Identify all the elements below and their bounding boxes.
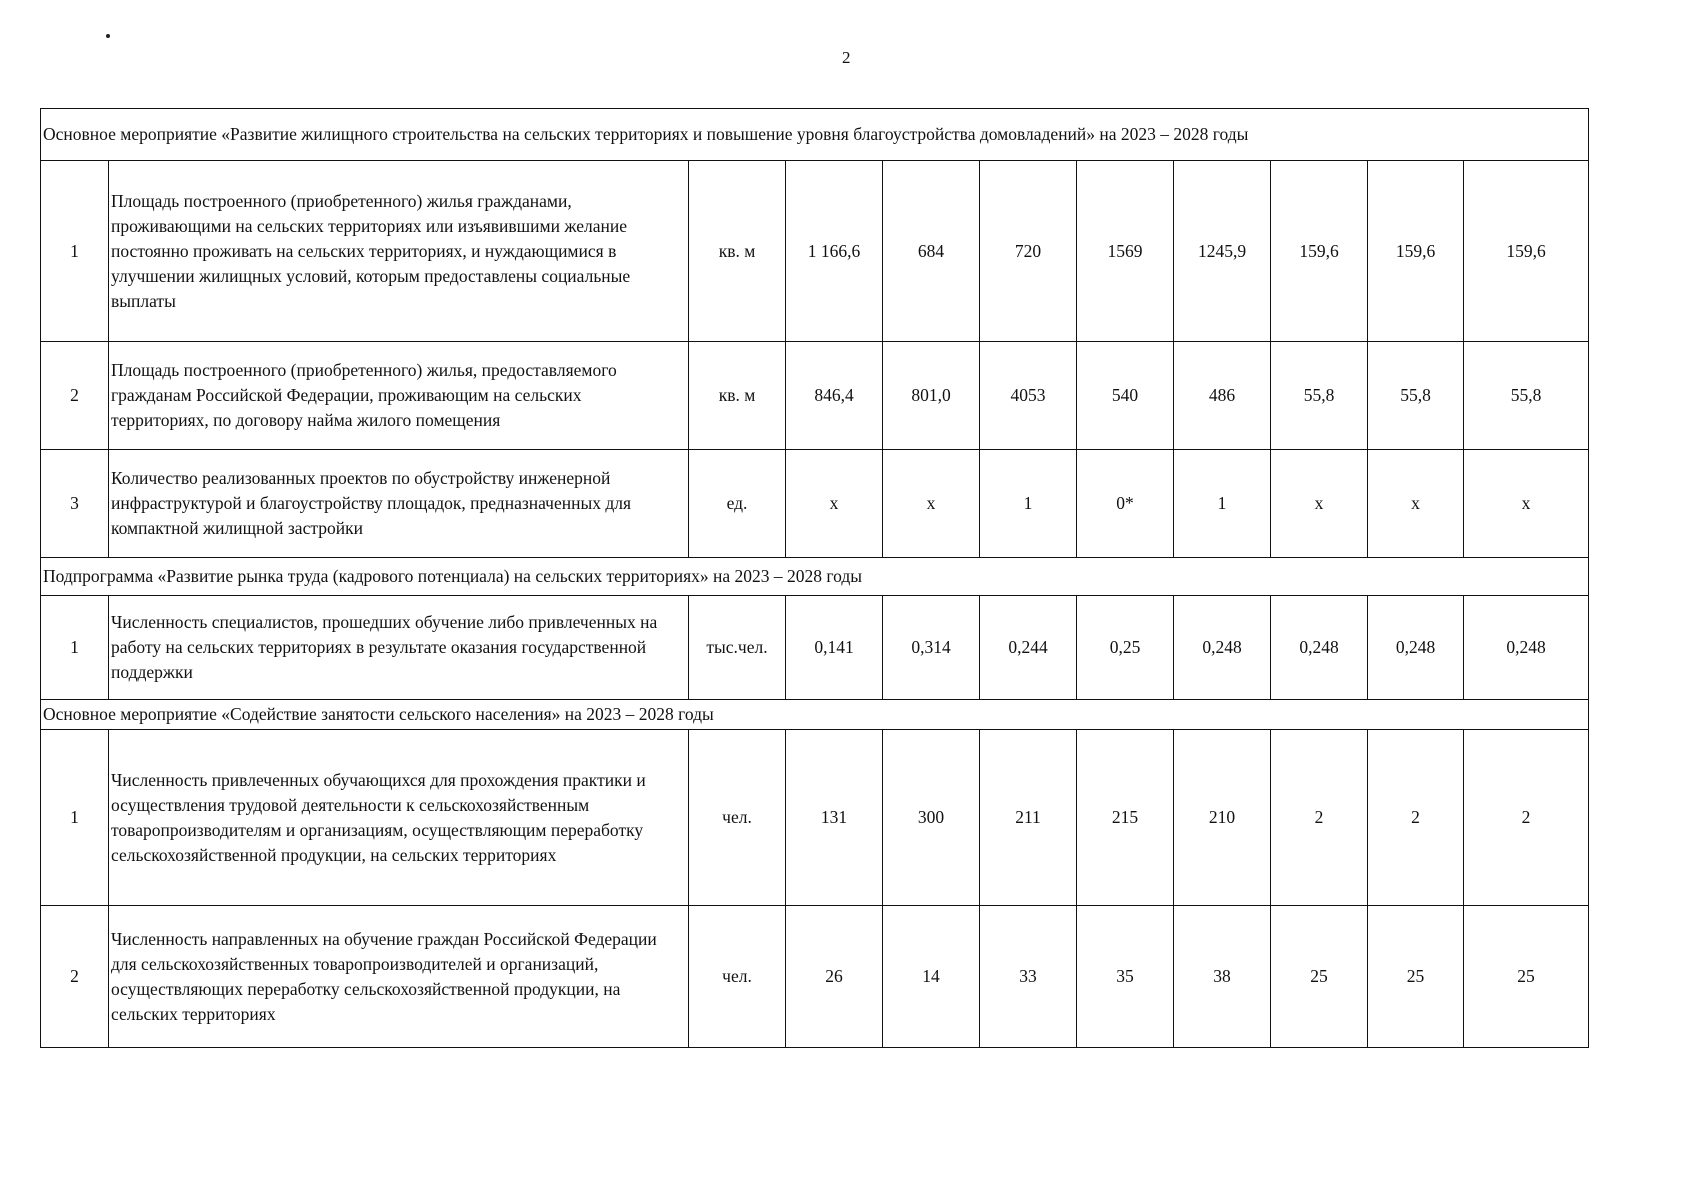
- row-number: 1: [41, 596, 109, 700]
- value-cell: 0,248: [1464, 596, 1589, 700]
- scan-dot: [106, 34, 110, 38]
- value-cell: 0,248: [1271, 596, 1368, 700]
- unit: кв. м: [689, 342, 786, 450]
- indicator-name: Количество реализованных проектов по обустройству инженерной инфраструктурой и благоустройству площадок, предназначенных для компактной жилищной застройки: [109, 450, 689, 558]
- row-number: 1: [41, 730, 109, 906]
- value-cell: 0,248: [1368, 596, 1464, 700]
- unit: чел.: [689, 730, 786, 906]
- value-cell: 1 166,6: [786, 161, 883, 342]
- table-row: [41, 906, 1589, 1048]
- unit: чел.: [689, 906, 786, 1048]
- value-cell: 1: [1174, 450, 1271, 558]
- value-cell: 26: [786, 906, 883, 1048]
- value-cell: 0,314: [883, 596, 980, 700]
- table-row: [41, 730, 1589, 906]
- value-cell: 14: [883, 906, 980, 1048]
- value-cell: 1245,9: [1174, 161, 1271, 342]
- value-cell: х: [1271, 450, 1368, 558]
- value-cell: 846,4: [786, 342, 883, 450]
- value-cell: 55,8: [1368, 342, 1464, 450]
- value-cell: 801,0: [883, 342, 980, 450]
- value-cell: х: [786, 450, 883, 558]
- value-cell: 2: [1368, 730, 1464, 906]
- row-number: 3: [41, 450, 109, 558]
- page-number: 2: [842, 48, 851, 67]
- unit: кв. м: [689, 161, 786, 342]
- section-title: Основное мероприятие «Развитие жилищного строительства на сельских территориях и повышение уровня благоустройства домовладений» на 2023 – 2028 годы: [41, 109, 1589, 161]
- section-row: [41, 700, 1589, 730]
- value-cell: 210: [1174, 730, 1271, 906]
- value-cell: 1569: [1077, 161, 1174, 342]
- section-title: Подпрограмма «Развитие рынка труда (кадрового потенциала) на сельских территориях» на 2023 – 2028 годы: [41, 558, 1589, 596]
- value-cell: 55,8: [1464, 342, 1589, 450]
- value-cell: 211: [980, 730, 1077, 906]
- value-cell: 486: [1174, 342, 1271, 450]
- value-cell: 0*: [1077, 450, 1174, 558]
- value-cell: 0,248: [1174, 596, 1271, 700]
- value-cell: 131: [786, 730, 883, 906]
- indicator-name: Площадь построенного (приобретенного) жилья, предоставляемого гражданам Российской Федерации, проживающим на сельских территориях, по договору найма жилого помещения: [109, 342, 689, 450]
- value-cell: 0,244: [980, 596, 1077, 700]
- value-cell: 215: [1077, 730, 1174, 906]
- value-cell: 25: [1368, 906, 1464, 1048]
- value-cell: 1: [980, 450, 1077, 558]
- value-cell: 720: [980, 161, 1077, 342]
- value-cell: 159,6: [1464, 161, 1589, 342]
- table-row: [41, 342, 1589, 450]
- row-number: 1: [41, 161, 109, 342]
- value-cell: х: [883, 450, 980, 558]
- table-row: [41, 596, 1589, 700]
- indicator-name: Площадь построенного (приобретенного) жилья гражданами, проживающими на сельских территориях или изъявившими желание постоянно проживать на сельских территориях, и нуждающимися в улучшении жилищных условий, которым предоставлены социальные выплаты: [109, 161, 689, 342]
- value-cell: 2: [1271, 730, 1368, 906]
- indicator-name: Численность направленных на обучение граждан Российской Федерации для сельскохозяйственных товаропроизводителей и организаций, осуществляющих переработку сельскохозяйственной продукции, на сельских территориях: [109, 906, 689, 1048]
- value-cell: 38: [1174, 906, 1271, 1048]
- value-cell: х: [1464, 450, 1589, 558]
- section-row: [41, 109, 1589, 161]
- section-row: [41, 558, 1589, 596]
- row-number: 2: [41, 342, 109, 450]
- indicator-name: Численность привлеченных обучающихся для прохождения практики и осуществления трудовой деятельности к сельскохозяйственным товаропроизводителям и организациям, осуществляющим переработку сельскохозяйственной продукции, на сельских территориях: [109, 730, 689, 906]
- value-cell: 35: [1077, 906, 1174, 1048]
- value-cell: х: [1368, 450, 1464, 558]
- value-cell: 33: [980, 906, 1077, 1048]
- value-cell: 300: [883, 730, 980, 906]
- value-cell: 159,6: [1271, 161, 1368, 342]
- unit: ед.: [689, 450, 786, 558]
- value-cell: 684: [883, 161, 980, 342]
- value-cell: 0,141: [786, 596, 883, 700]
- row-number: 2: [41, 906, 109, 1048]
- value-cell: 540: [1077, 342, 1174, 450]
- unit: тыс.чел.: [689, 596, 786, 700]
- value-cell: 2: [1464, 730, 1589, 906]
- value-cell: 55,8: [1271, 342, 1368, 450]
- value-cell: 25: [1271, 906, 1368, 1048]
- value-cell: 4053: [980, 342, 1077, 450]
- value-cell: 0,25: [1077, 596, 1174, 700]
- value-cell: 25: [1464, 906, 1589, 1048]
- indicator-name: Численность специалистов, прошедших обучение либо привлеченных на работу на сельских территориях в результате оказания государственной поддержки: [109, 596, 689, 700]
- value-cell: 159,6: [1368, 161, 1464, 342]
- section-title: Основное мероприятие «Содействие занятости сельского населения» на 2023 – 2028 годы: [41, 700, 1589, 730]
- table-row: [41, 450, 1589, 558]
- indicators-table: [40, 108, 1589, 1048]
- table-row: [41, 161, 1589, 342]
